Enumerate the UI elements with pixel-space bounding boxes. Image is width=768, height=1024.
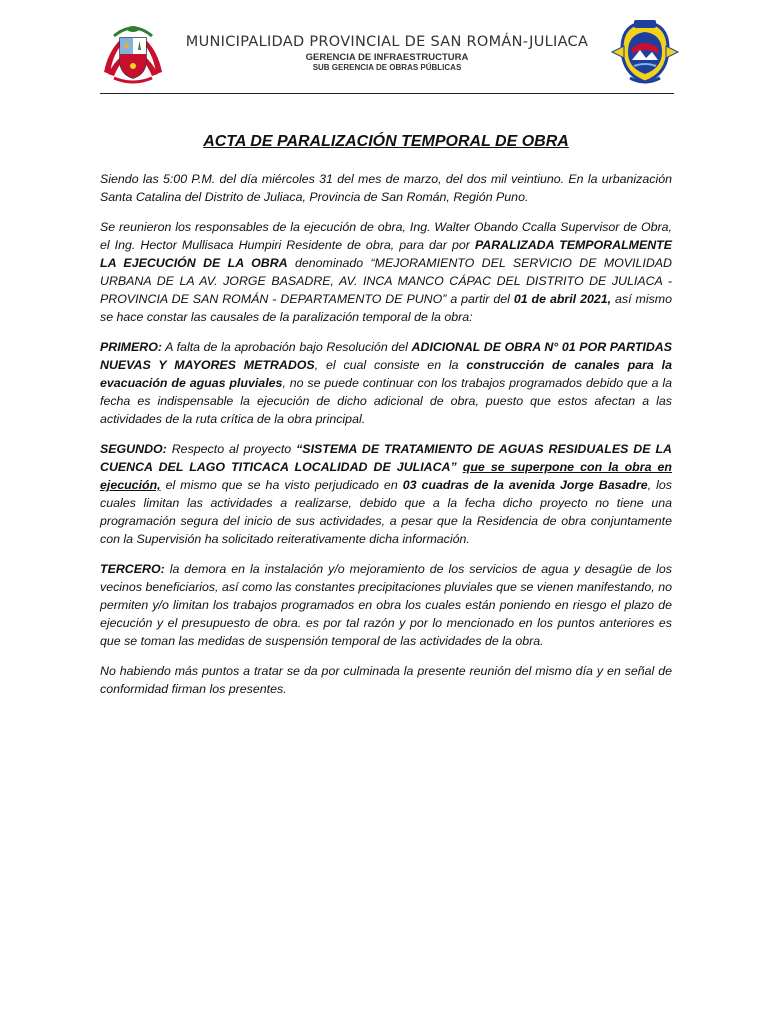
clause-label: TERCERO: (100, 562, 165, 576)
paragraph-primero (100, 338, 672, 428)
paragraph-intro: Siendo las 5:00 P.M. del día miércoles 31 del mes de marzo, del dos mil veintiuno. En la urbanización Santa Catalina del Distrito de Juliaca, Provincia de San Román, Región Puno. (100, 172, 672, 204)
paragraph-tercero (100, 560, 672, 650)
paragraph-segundo (100, 440, 672, 548)
document-title: ACTA DE PARALIZACIÓN TEMPORAL DE OBRA (203, 133, 569, 150)
text-segment-bold: ADICIONAL DE OBRA N° 01 POR PARTIDAS NUEVAS Y MAYORES METRADOS (100, 340, 672, 372)
text-segment: Respecto al proyecto (166, 442, 297, 456)
paragraph-attendees (100, 218, 672, 326)
text-segment: la demora en la instalación y/o mejoramiento de los servicios de agua y desagüe de los vecinos beneficiarios, así como las constantes precipitaciones pluviales que se vienen manifestando, no permiten y/o limitan los trabajos programados en obra los cuales están poniendo en riesgo el plazo de ejecución y el presupuesto de obra. es por tal razón y por lo mencionado en los puntos anteriores es que se toman las medidas de suspensión temporal de las actividades de la obra. (100, 562, 672, 648)
text-segment-bold: 01 de abril 2021, (513, 292, 612, 306)
paragraph-closing: No habiendo más puntos a tratar se da por culminada la presente reunión del mismo día y en señal de conformidad firman los presentes. (100, 664, 672, 696)
gerencia-name: GERENCIA DE INFRAESTRUCTURA (305, 52, 469, 63)
text-segment-bold: PARALIZADA TEMPORALMENTE LA EJECUCIÓN DE LA OBRA (100, 238, 673, 270)
text-segment: el mismo que se ha visto perjudicado en (160, 478, 403, 492)
text-segment: , los cuales limitan las actividades a realizarse, debido que a la fecha dicho proyecto no tiene una programación segura del inicio de sus actividades, a pesar que la Residencia de obra conjuntamente con la Supervisión ha solicitado reiterativamente dicha información. (100, 478, 672, 546)
text-segment: denominado “MEJORAMIENTO DEL SERVICIO DE MOVILIDAD URBANA DE LA AV. JORGE BASADRE, AV. INCA MANCO CÁPAC DEL DISTRITO DE JULIACA - PROVINCIA DE SAN ROMÁN - DEPARTAMENTO DE PUNO” a partir del (100, 256, 672, 306)
text-segment: Se reunieron los responsables de la ejecución de obra, Ing. Walter Obando Ccalla Supervisor de Obra, el Ing. Hector Mullisaca Humpiri Residente de obra, para dar por (100, 220, 672, 252)
text-segment: , no se puede continuar con los trabajos programados debido que a la fecha es indispensable la ejecución de dicho adicional de obra, puesto que estos afectan a las actividades de la ruta crítica de la obra principal. (100, 376, 673, 426)
text-segment-bold: construcción de canales para la evacuación de aguas pluviales (100, 358, 672, 390)
text-segment: así mismo se hace constar las causales de la paralización temporal de la obra: (100, 292, 672, 324)
text-segment: A falta de la aprobación bajo Resolución del (161, 340, 412, 354)
clause-label: PRIMERO: (100, 340, 162, 354)
text-segment-bold: 03 cuadras de la avenida Jorge Basadre (402, 478, 648, 492)
clause-label: SEGUNDO: (100, 442, 167, 456)
letterhead (100, 18, 674, 94)
text-segment: , el cual consiste en la (314, 358, 467, 372)
juliaca-crest-icon (610, 18, 680, 86)
text-segment-bold-underline: que se superpone con la obra en ejecución, (100, 460, 672, 492)
document-body (100, 170, 672, 710)
municipality-name: MUNICIPALIDAD PROVINCIAL DE SAN ROMÁN-JULIACA (185, 34, 589, 50)
subgerencia-name: SUB GERENCIA DE OBRAS PÚBLICAS (312, 63, 462, 72)
text-segment-bold: “SISTEMA DE TRATAMIENTO DE AGUAS RESIDUALES DE LA CUENCA DEL LAGO TITICACA LOCALIDAD DE JULIACA” (100, 442, 672, 474)
